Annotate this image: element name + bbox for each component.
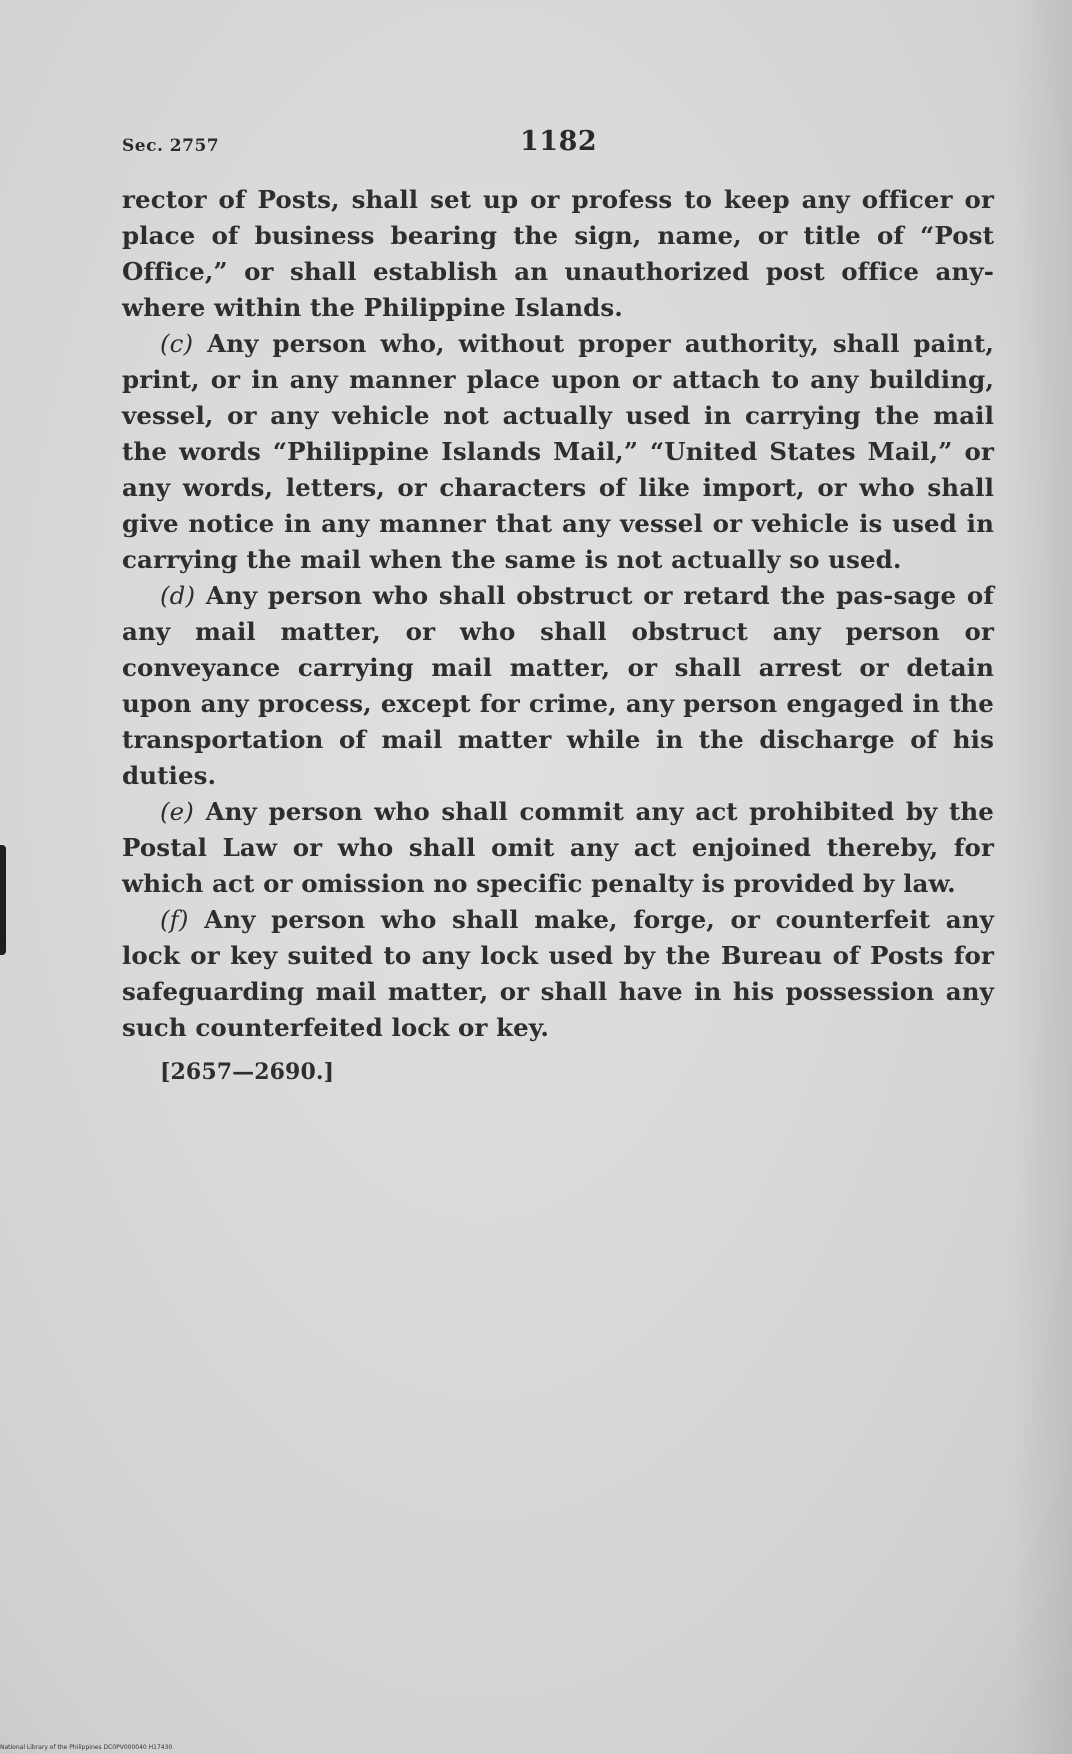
paragraph-f (122, 902, 994, 1046)
paragraph-continuation (122, 182, 994, 326)
archive-footer: National Library of the Philippines DC0PV000040 H17430 (0, 1744, 173, 1751)
binding-hole-mark (0, 845, 6, 955)
paragraph-marker: (f) (160, 905, 189, 934)
page-header (122, 126, 1002, 166)
paragraph-marker: (d) (160, 581, 196, 610)
paragraph-e (122, 794, 994, 902)
paragraph-text: Any person who shall commit any act prohibited by the Postal Law or who shall omit any act enjoined thereby, for which act or omission no specific penalty is provided by law. (122, 797, 994, 898)
paragraph-marker: (e) (160, 797, 194, 826)
paragraph-c (122, 326, 994, 578)
paragraph-text: Any person who, without proper authority, shall paint, print, or in any manner place upon or attach to any building, vessel, or any vehicle not actually used in carrying the mail the words “Philippine Islands Mail,” “United States Mail,” or any words, letters, or characters of like import, or who shall give notice in any manner that any vessel or vehicle is used in carrying the mail when the same is not actually so used. (122, 329, 994, 574)
paragraph-text: Any person who shall obstruct or retard the pas-sage of any mail matter, or who shall obstruct any person or conveyance carrying mail matter, or shall arrest or detain upon any process, except for crime, any person engaged in the transportation of mail matter while in the discharge of his duties. (122, 581, 994, 790)
paragraph-text: Any person who shall make, forge, or counterfeit any lock or key suited to any lock used by the Bureau of Posts for safeguarding mail matter, or shall have in his possession any such counterfeited lock or key. (122, 905, 994, 1042)
paragraph-marker: (c) (160, 329, 194, 358)
section-label: Sec. 2757 (122, 136, 220, 156)
page-number: 1182 (520, 126, 598, 157)
page-edge-shadow (1012, 0, 1072, 1754)
source-citation: [2657—2690.] (160, 1059, 335, 1085)
paragraph-text: rector of Posts, shall set up or profess to keep any officer or place of business bearing the sign, name, or title of “Post Office,” or shall establish an unauthorized post office any-where within the Philippine Islands. (122, 185, 994, 322)
body-text (122, 182, 994, 1090)
paragraph-d (122, 578, 994, 794)
